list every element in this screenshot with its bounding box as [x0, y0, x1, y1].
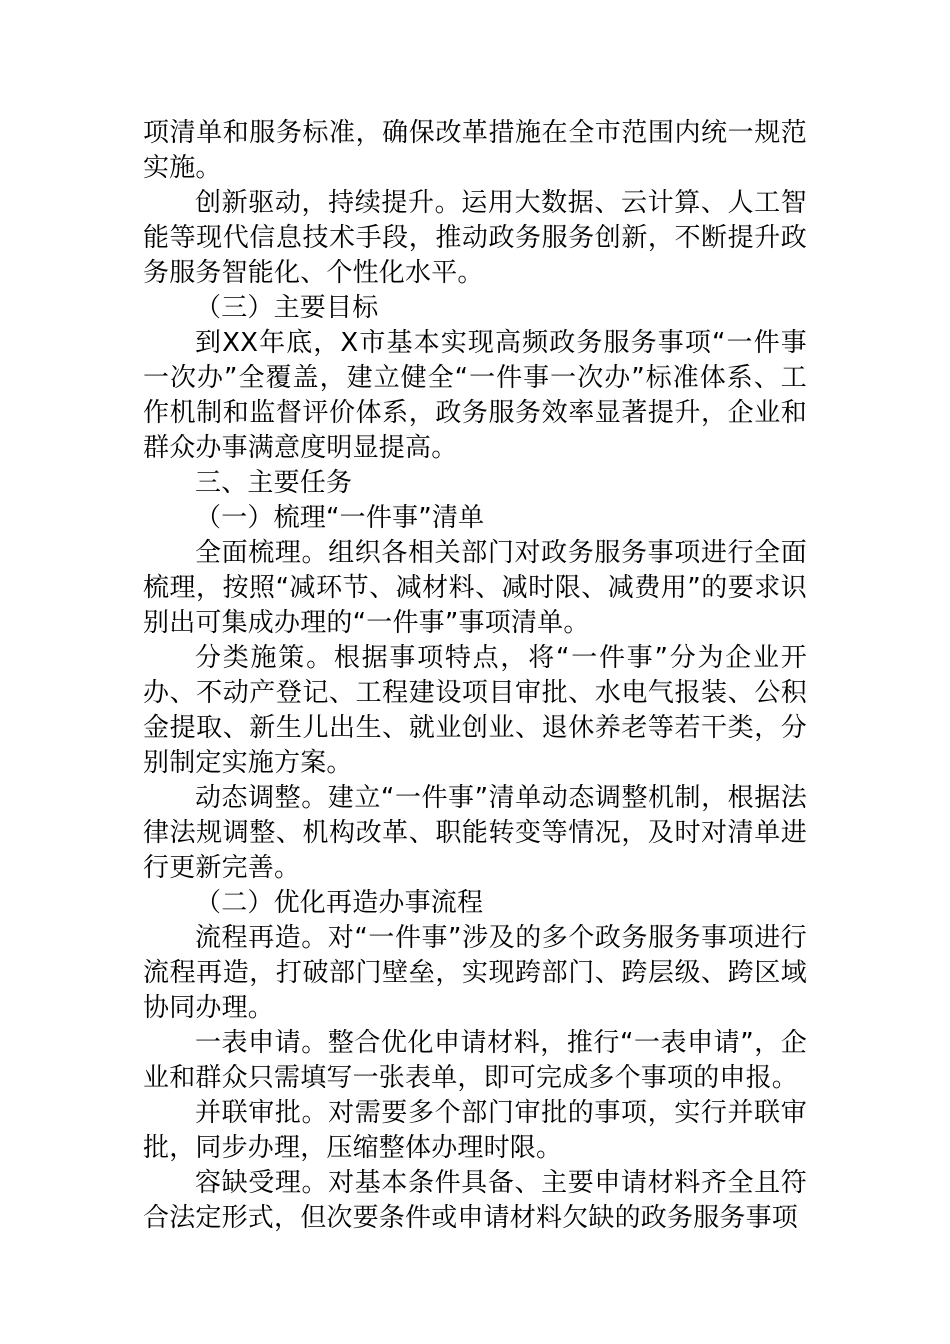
paragraph-2: 创新驱动，持续提升。运用大数据、云计算、人工智能等现代信息技术手段，推动政务服务创新，不断提升政务服务智能化、个性化水平。 [143, 188, 807, 288]
paragraph-5: 分类施策。根据事项特点，将“一件事”分为企业开办、不动产登记、工程建设项目审批、水电气报装、公积金提取、新生儿出生、就业创业、退休养老等若干类，分别制定实施方案。 [143, 643, 807, 778]
section-heading-task-list: （一）梳理“一件事”清单 [195, 503, 485, 533]
section-heading-process-optimization: （二）优化再造办事流程 [195, 888, 484, 918]
paragraph-9: 并联审批。对需要多个部门审批的事项，实行并联审批，同步办理，压缩整体办理时限。 [143, 1098, 807, 1163]
paragraph-3: 到XX年底，X市基本实现高频政务服务事项“一件事一次办”全覆盖，建立健全“一件事一次办”标准体系、工作机制和监督评价体系，政务服务效率显著提升，企业和群众办事满意度明显提高。 [143, 328, 807, 463]
section-heading-main-goals: （三）主要目标 [195, 293, 379, 323]
paragraph-6: 动态调整。建立“一件事”清单动态调整机制，根据法律法规调整、机构改革、职能转变等情况，及时对清单进行更新完善。 [143, 783, 807, 883]
paragraph-1: 项清单和服务标准，确保改革措施在全市范围内统一规范实施。 [143, 118, 807, 183]
paragraph-10: 容缺受理。对基本条件具备、主要申请材料齐全且符合法定形式，但次要条件或申请材料欠缺的政务服务事项 [143, 1168, 807, 1233]
paragraph-8: 一表申请。整合优化申请材料，推行“一表申请”，企业和群众只需填写一张表单，即可完成多个事项的申报。 [143, 1028, 807, 1093]
section-heading-main-tasks: 三、主要任务 [195, 468, 353, 498]
document-body [143, 116, 807, 1236]
paragraph-4: 全面梳理。组织各相关部门对政务服务事项进行全面梳理，按照“减环节、减材料、减时限、减费用”的要求识别出可集成办理的“一件事”事项清单。 [143, 538, 807, 638]
paragraph-7: 流程再造。对“一件事”涉及的多个政务服务事项进行流程再造，打破部门壁垒，实现跨部门、跨层级、跨区域协同办理。 [143, 923, 807, 1023]
